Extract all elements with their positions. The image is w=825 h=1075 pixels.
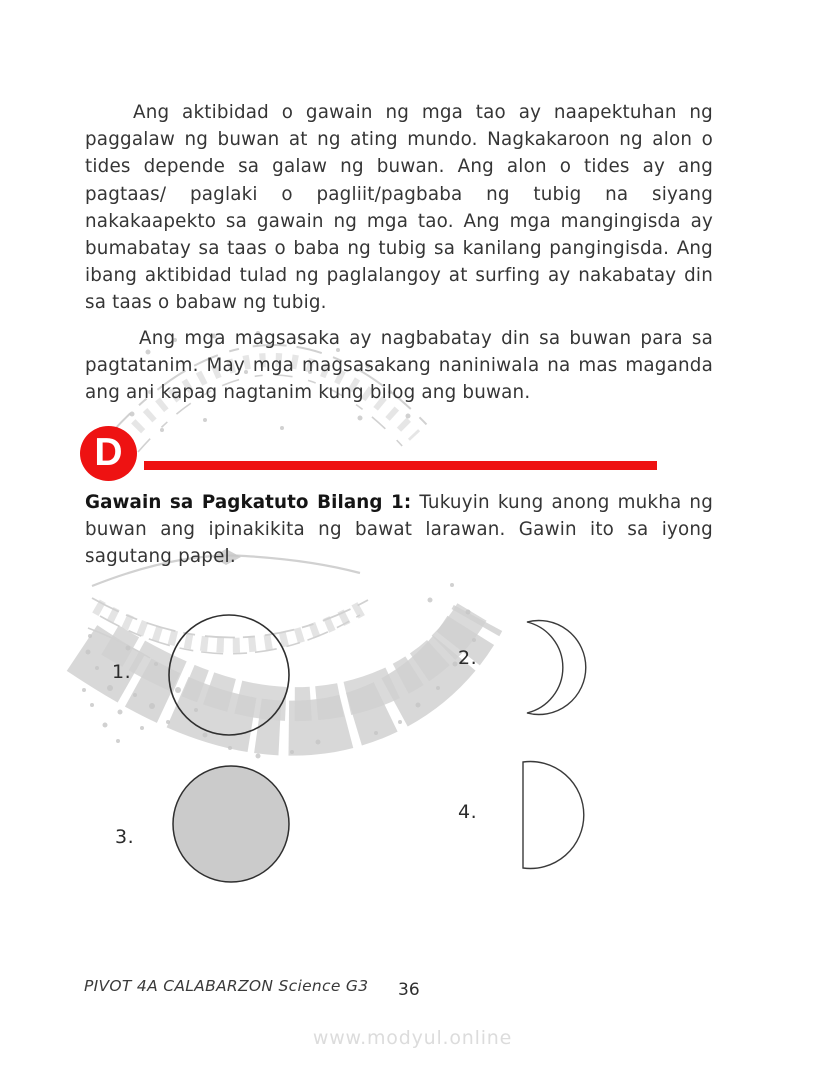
paragraph-farmers: Ang mga magsasaka ay nagbabatay din sa buwan para sa pagtatanim. May mga magsasakang naniniwala na mas maganda ang ani kapag nagtanim kung bilog ang buwan. xyxy=(85,328,713,404)
item-2-number: 2. xyxy=(458,647,478,669)
item-1-number: 1. xyxy=(112,661,132,683)
activity-text: Tukuyin kung anong mukha ng buwan ang ipinakikita ng bawat larawan. Gawin ito sa iyong sagutang papel. xyxy=(85,492,714,568)
activity-title: Gawain sa Pagkatuto Bilang 1: xyxy=(85,492,412,513)
item-4-number: 4. xyxy=(458,801,478,823)
crescent-moon-figure xyxy=(498,610,598,725)
page-number: 36 xyxy=(398,980,420,1000)
section-letter: D xyxy=(94,431,123,474)
activity-instructions xyxy=(85,489,713,571)
section-divider-rule xyxy=(144,461,657,470)
footer-book-title: PIVOT 4A CALABARZON Science G3 xyxy=(84,977,369,995)
moon-outline-circle-figure xyxy=(167,613,291,737)
paragraph-tides: Ang aktibidad o gawain ng mga tao ay naapektuhan ng paggalaw ng buwan at ng ating mundo. Nagkakaroon ng alon o tides depende sa galaw ng buwan. Ang alon o tides ay ang pagtaas/ paglaki o pagliit/pagbaba ng tubig na siyang nakakaapekto sa gawain ng mga tao. Ang mga mangingisda ay bumabatay sa taas o baba ng tubig sa kanilang pangingisda. Ang ibang aktibidad tulad ng paglalangoy at surfing ay nakabatay din sa taas o babaw ng tubig. xyxy=(85,102,713,314)
section-d-badge xyxy=(80,426,137,481)
full-moon-gray-figure xyxy=(171,764,291,884)
site-watermark-text: www.modyul.online xyxy=(312,1027,513,1049)
half-moon-figure xyxy=(515,756,595,874)
item-3-number: 3. xyxy=(115,826,135,848)
